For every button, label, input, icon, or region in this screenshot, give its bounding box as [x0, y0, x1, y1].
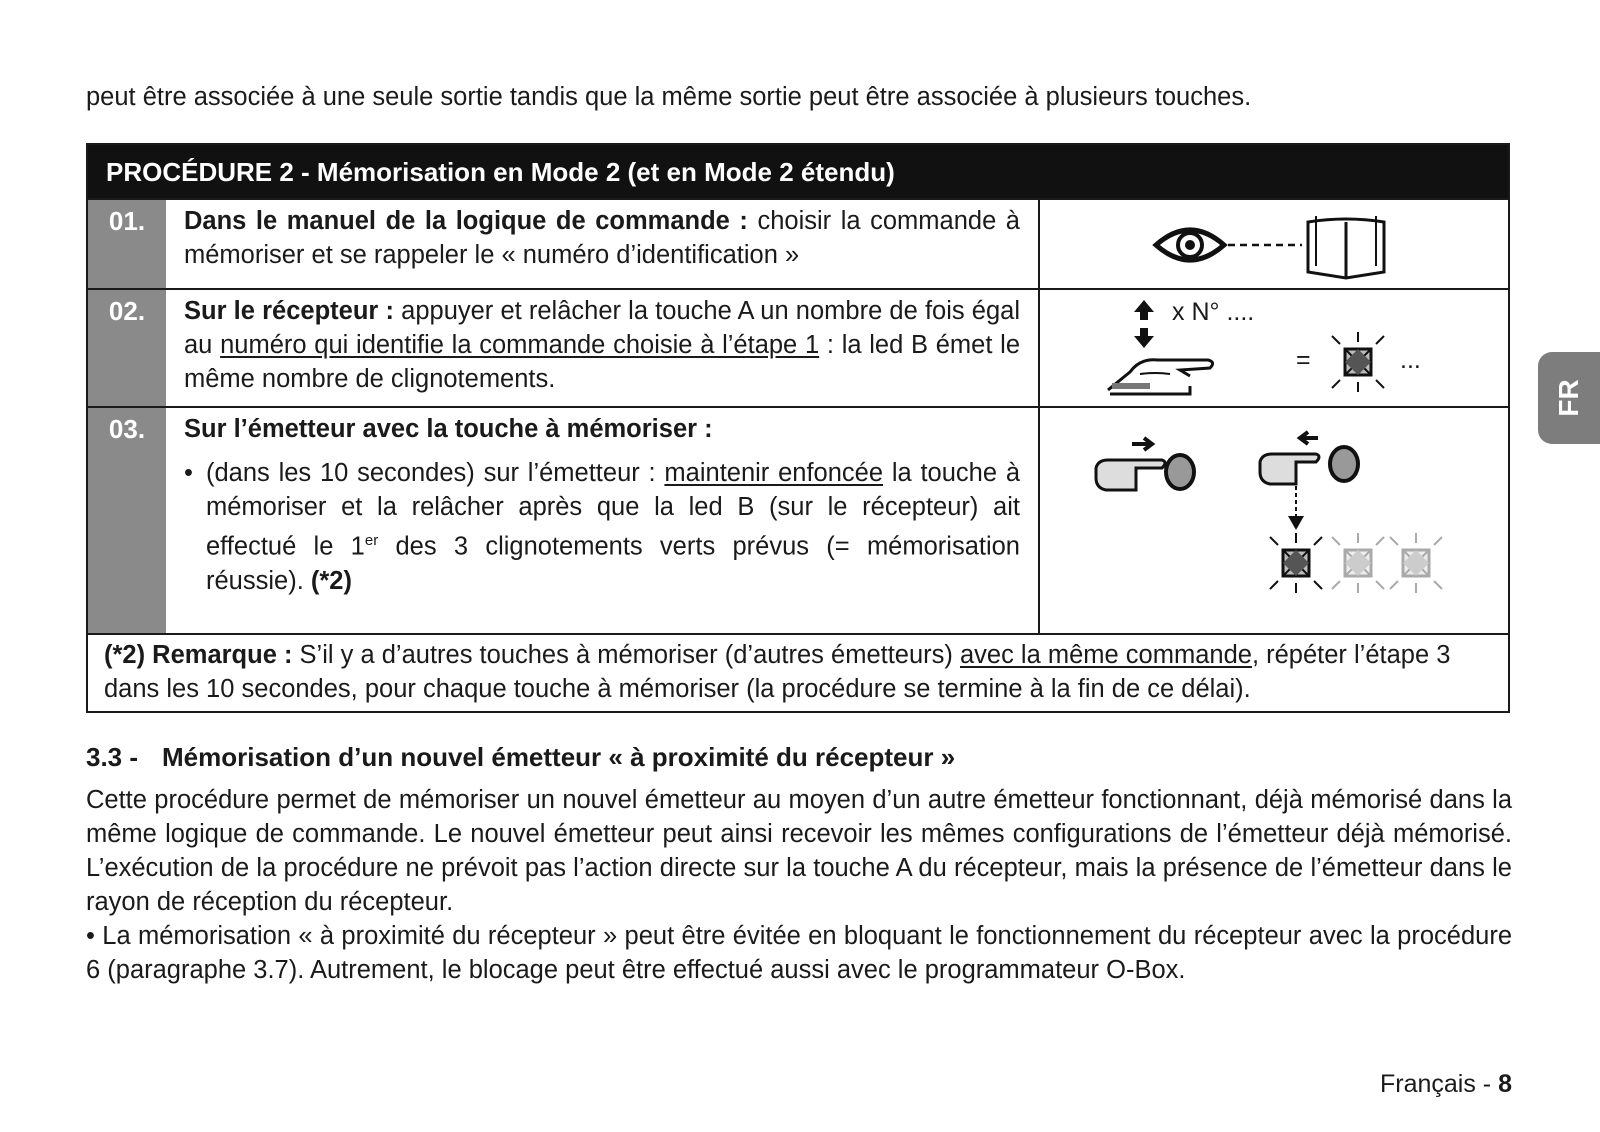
manual-book-icon [1308, 216, 1384, 278]
arrow-down-icon [1288, 486, 1304, 530]
step-text [184, 294, 1020, 396]
section-paragraph: Cette procédure permet de mémoriser un nouvel émetteur au moyen d’un autre émetteur fonctionnant, déjà mémorisé dans la même logique de commande. Le nouvel émetteur peut ainsi recevoir les mêmes configurations de l’émetteur déjà mémorisé. L’exécution de la procédure ne prévoit pas l’action directe sur la touche A du récepteur, mais la présence de l’émetteur dans le rayon de réception du récepteur. [86, 786, 1512, 916]
note-ref: (*2) [310, 566, 352, 595]
step-row-2 [88, 288, 1508, 408]
step-underlined: numéro qui identifie la commande choisie à l’étape 1 [220, 331, 820, 359]
press-count-label: x N° .... [1172, 298, 1255, 326]
blink-dots: ... [1400, 346, 1421, 374]
step-body: appuyer et relâcher la touche A un nombre de fois égal au [184, 297, 1020, 359]
step-row-3 [88, 406, 1508, 635]
step-body-mid: la touche à mémoriser et la relâcher après que la led B (sur le récepteur) ait effectué le 1 [206, 459, 1020, 561]
note-text-end: , répéter l’étape 3 dans les 10 secondes, pour chaque touche à mémoriser (la procédure se termine à la fin de ce délai). [104, 641, 1451, 703]
step-body-end: : la led B émet le même nombre de clignotements. [184, 331, 1021, 393]
step-bold: Dans le manuel de la logique de commande : [184, 207, 748, 235]
procedure-box [86, 143, 1510, 713]
footer-language: Français - [1380, 1070, 1499, 1098]
led-blink-icon [1270, 533, 1322, 593]
step-body-end: des 3 clignotements verts prévus (= mémorisation réussie). [206, 532, 1020, 595]
step-number: 02. [88, 290, 166, 408]
bullet-mark: • [184, 459, 193, 487]
section-heading [86, 740, 955, 774]
step-number: 01. [88, 200, 166, 290]
procedure-note [88, 633, 1508, 711]
step-picture [1038, 290, 1508, 408]
updown-arrow-icon [1134, 300, 1154, 348]
language-tab [1538, 352, 1600, 444]
step-heading: Sur l’émetteur avec la touche à mémoriser : [184, 415, 713, 443]
step-text [184, 412, 1020, 598]
led-blink-icon [1332, 533, 1384, 593]
ordinal-suffix: er [364, 532, 379, 549]
section-body [86, 783, 1512, 987]
note-underlined: avec la même commande [959, 641, 1252, 669]
hand-push-icon [1096, 438, 1194, 490]
section-number: 3.3 - [86, 742, 139, 772]
procedure-title: PROCÉDURE 2 - Mémorisation en Mode 2 (et en Mode 2 étendu) [88, 145, 1508, 200]
step-row-1 [88, 198, 1508, 290]
page-number: 8 [1498, 1070, 1512, 1098]
note-text: S’il y a d’autres touches à mémoriser (d’autres émetteurs) [292, 641, 960, 669]
equals-sign: = [1296, 346, 1311, 374]
section-title: Mémorisation d’un nouvel émetteur « à proximité du récepteur » [162, 742, 956, 772]
led-blink-icon [1390, 533, 1442, 593]
step-bold: Sur le récepteur : [184, 297, 394, 325]
finger-press-icon [1108, 360, 1213, 394]
step-picture [1038, 408, 1508, 635]
step-body: choisir la commande à mémoriser et se rappeler le « numéro d’identification » [184, 207, 1020, 269]
step-bullet-item [184, 456, 1020, 598]
page-footer [1380, 1070, 1512, 1099]
step-body: (dans les 10 secondes) sur l’émetteur : [206, 459, 665, 487]
led-blink-icon [1332, 332, 1384, 392]
hand-release-icon [1260, 432, 1358, 484]
section-paragraph: • La mémorisation « à proximité du récepteur » peut être évitée en bloquant le fonctionnement du récepteur avec la procédure 6 (paragraphe 3.7). Autrement, le blocage peut être effectué aussi avec le programmateur O-Box. [86, 922, 1512, 984]
language-tab-label: FR [1553, 379, 1584, 417]
step-number: 03. [88, 408, 166, 635]
step-text [184, 204, 1020, 272]
eye-icon [1156, 230, 1224, 260]
intro-text: peut être associée à une seule sortie tandis que la même sortie peut être associée à plusieurs touches. [86, 83, 1252, 111]
note-label: (*2) Remarque : [104, 641, 293, 669]
step-underlined: maintenir enfoncée [664, 459, 884, 487]
step-picture [1038, 200, 1508, 290]
